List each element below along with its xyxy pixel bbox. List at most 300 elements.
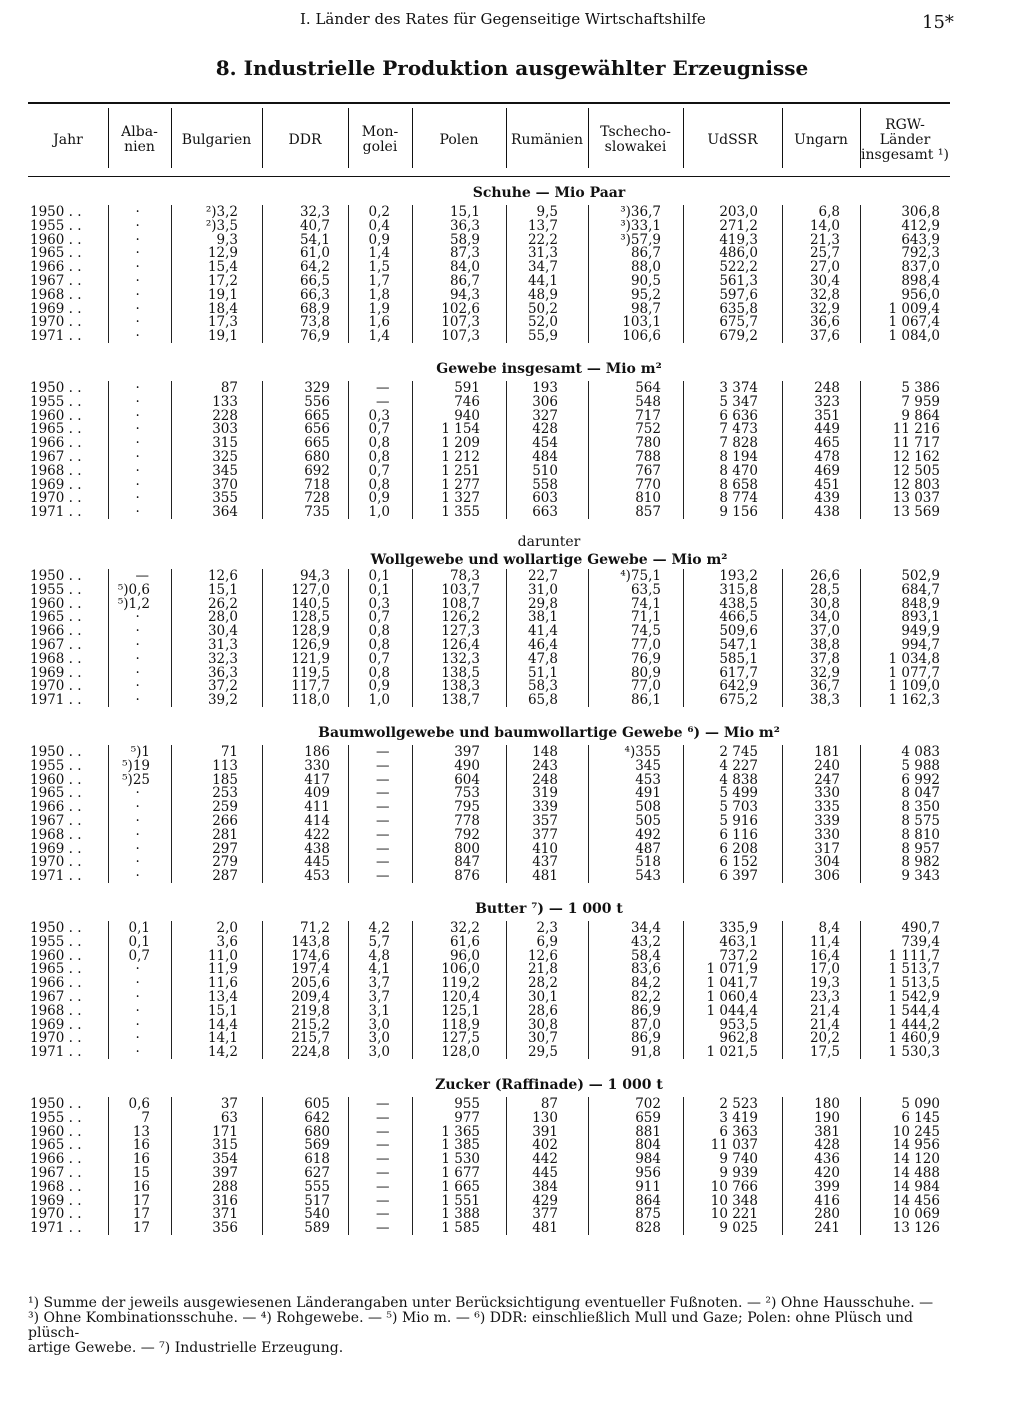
cell-rumaenien: 193 [532,380,558,396]
column-rule [588,1097,589,1235]
table-row [28,1004,950,1018]
cell-udssr: 8 194 [719,448,758,465]
header-ungarn: Ungarn [794,131,848,148]
cell-tschechoslowakei: 86,9 [630,1030,661,1047]
cell-year: 1970 . . [30,854,82,871]
cell-udssr: 6 208 [719,840,758,857]
cell-ungarn: 17,5 [809,1044,840,1061]
cell-rgw-gesamt: 4 083 [901,744,940,760]
table-section [28,357,950,521]
table-row [28,436,950,450]
cell-rumaenien: 377 [532,826,558,843]
cell-rgw-gesamt: 1 067,4 [888,314,940,331]
cell-mongolei: — [376,799,390,816]
cell-rgw-gesamt: 9 864 [901,407,940,424]
cell-tschechoslowakei: 881 [635,1123,661,1140]
table-row [28,935,950,949]
cell-year: 1967 . . [30,636,82,653]
cell-rgw-gesamt: 1 111,7 [888,947,940,964]
cell-tschechoslowakei: 76,9 [630,650,661,667]
column-rule [506,745,507,883]
cell-ungarn: 32,9 [809,300,840,317]
table-row [28,652,950,666]
cell-mongolei: — [376,744,390,760]
cell-tschechoslowakei: 564 [635,380,661,396]
table-row [28,1180,950,1194]
cell-udssr: 547,1 [719,636,758,653]
cell-ddr: 186 [304,744,330,760]
cell-ungarn: 438 [814,504,840,521]
column-rule [262,1097,263,1235]
header-ddr: DDR [288,131,322,148]
footnote-line: ¹) Summe der jeweils ausgewiesenen Länderangaben unter Berücksichtigung eventueller Fußnoten. — ²) Ohne Hausschuhe. — [28,1295,934,1311]
column-rule [108,381,109,519]
cell-tschechoslowakei: 43,2 [630,933,661,950]
cell-albanien: · [135,259,140,276]
cell-udssr: 675,7 [719,314,758,331]
cell-rumaenien: 410 [532,840,558,857]
cell-rumaenien: 31,0 [527,581,558,598]
cell-tschechoslowakei: 95,2 [630,286,661,303]
cell-rgw-gesamt: 14 488 [892,1164,940,1181]
table-row [28,1138,950,1152]
cell-udssr: 737,2 [719,947,758,964]
cell-ddr: 680 [304,448,330,465]
column-rule [412,569,413,707]
cell-mongolei: — [376,1192,390,1209]
cell-ddr: 589 [304,1220,330,1237]
cell-rumaenien: 428 [532,421,558,438]
cell-udssr: 10 766 [710,1178,758,1195]
cell-udssr: 7 473 [719,421,758,438]
cell-mongolei: 0,9 [368,490,390,507]
column-rule [348,569,349,707]
cell-tschechoslowakei: 788 [635,448,661,465]
table-section [28,721,950,885]
cell-mongolei: 1,7 [368,272,390,289]
cell-year: 1965 . . [30,961,82,978]
cell-rumaenien: 21,8 [527,961,558,978]
cell-ddr: 61,0 [299,245,330,262]
cell-udssr: 8 470 [719,462,758,479]
cell-bulgarien: 315 [212,435,238,452]
cell-udssr: 561,3 [719,272,758,289]
cell-udssr: 9 740 [719,1151,758,1168]
cell-albanien: · [135,868,140,885]
cell-ungarn: 436 [814,1151,840,1168]
table-row [28,786,950,800]
header-tschechoslowakei: Tschecho- slowakei [600,124,671,155]
cell-udssr: 8 774 [719,490,758,507]
cell-bulgarien: 259 [212,799,238,816]
cell-ungarn: 14,0 [809,217,840,234]
footnote-line: ³) Ohne Kombinationsschuhe. — ⁴) Rohgewebe. — ⁵) Mio m. — ⁶) DDR: einschließlich Mull und Gaze; Polen: ohne Plüsch und plüsch- [28,1310,914,1341]
cell-tschechoslowakei: ⁴)75,1 [620,568,661,584]
cell-bulgarien: 13,4 [207,988,238,1005]
cell-mongolei: 3,0 [368,1030,390,1047]
cell-mongolei: — [376,380,390,396]
cell-polen: 32,2 [449,920,480,936]
cell-ungarn: 8,4 [818,920,840,936]
table-row [28,1031,950,1045]
cell-year: 1966 . . [30,623,82,640]
header-bulgarien: Bulgarien [181,131,252,148]
cell-rgw-gesamt: 9 343 [901,868,940,885]
cell-udssr: 617,7 [719,664,758,681]
cell-mongolei: 0,1 [368,581,390,598]
cell-rgw-gesamt: 14 984 [892,1178,940,1195]
cell-bulgarien: 345 [212,462,238,479]
cell-year: 1966 . . [30,435,82,452]
cell-bulgarien: 15,4 [207,259,238,276]
cell-ungarn: 6,8 [818,204,840,220]
cell-polen: 78,3 [449,568,480,584]
table-row [28,491,950,505]
section-prefix: darunter [517,534,581,550]
cell-polen: 1 154 [441,421,480,438]
cell-ddr: 422 [304,826,330,843]
cell-albanien: · [135,1030,140,1047]
cell-udssr: 1 021,5 [706,1044,758,1061]
cell-ddr: 453 [304,868,330,885]
table-row [28,395,950,409]
cell-year: 1950 . . [30,744,82,760]
cell-ddr: 555 [304,1178,330,1195]
cell-ungarn: 34,0 [809,609,840,626]
cell-rumaenien: 663 [532,504,558,521]
cell-polen: 490 [454,757,480,774]
table-row [28,976,950,990]
cell-tschechoslowakei: 984 [635,1151,661,1168]
cell-albanien: · [135,988,140,1005]
cell-rumaenien: 28,6 [527,1002,558,1019]
cell-rumaenien: 558 [532,476,558,493]
cell-rumaenien: 603 [532,490,558,507]
cell-rgw-gesamt: 949,9 [901,623,940,640]
cell-tschechoslowakei: 80,9 [630,664,661,681]
cell-rumaenien: 306 [532,393,558,410]
header-column-rule [348,108,349,168]
cell-albanien: · [135,314,140,331]
cell-polen: 106,0 [441,961,480,978]
header-rgw-gesamt: RGW- Länder insgesamt ¹) [861,116,949,163]
cell-year: 1969 . . [30,1016,82,1033]
cell-udssr: 953,5 [719,1016,758,1033]
cell-rumaenien: 339 [532,799,558,816]
footnotes [28,1296,958,1356]
cell-tschechoslowakei: 543 [635,868,661,885]
cell-tschechoslowakei: 88,0 [630,259,661,276]
cell-albanien: · [135,217,140,234]
cell-polen: 120,4 [441,988,480,1005]
cell-ungarn: 181 [814,744,840,760]
cell-udssr: 5 916 [719,812,758,829]
cell-polen: 102,6 [441,300,480,317]
cell-udssr: 9 156 [719,504,758,521]
cell-polen: 84,0 [449,259,480,276]
cell-ungarn: 339 [814,812,840,829]
cell-udssr: 9 939 [719,1164,758,1181]
cell-year: 1955 . . [30,1109,82,1126]
header-column-rule [588,108,589,168]
cell-mongolei: — [376,812,390,829]
cell-polen: 108,7 [441,595,480,612]
cell-ungarn: 247 [814,771,840,788]
cell-polen: 1 665 [441,1178,480,1195]
cell-rumaenien: 30,7 [527,1030,558,1047]
cell-tschechoslowakei: 103,1 [622,314,661,331]
cell-mongolei: — [376,757,390,774]
cell-mongolei: — [376,785,390,802]
column-rule [683,381,684,519]
cell-ddr: 692 [304,462,330,479]
cell-ungarn: 27,0 [809,259,840,276]
cell-ungarn: 180 [814,1096,840,1112]
section-rows [28,745,950,885]
cell-mongolei: — [376,1151,390,1168]
cell-ddr: 605 [304,1096,330,1112]
table-row [28,260,950,274]
cell-mongolei: 0,1 [368,568,390,584]
cell-year: 1955 . . [30,393,82,410]
cell-tschechoslowakei: 518 [635,854,661,871]
table-row [28,583,950,597]
cell-albanien: · [135,636,140,653]
cell-tschechoslowakei: ³)33,1 [620,217,661,234]
cell-bulgarien: 2,0 [216,920,238,936]
column-rule [412,745,413,883]
cell-albanien: 7 [141,1109,150,1126]
cell-mongolei: 0,2 [368,204,390,220]
table-row [28,302,950,316]
cell-udssr: 11 037 [710,1137,758,1154]
column-rule [683,745,684,883]
cell-tschechoslowakei: 74,1 [630,595,661,612]
cell-rumaenien: 31,3 [527,245,558,262]
cell-polen: 1 530 [441,1151,480,1168]
cell-bulgarien: 30,4 [207,623,238,640]
cell-polen: 58,9 [449,231,480,248]
section-rows [28,205,950,345]
column-rule [683,1097,684,1235]
cell-year: 1969 . . [30,664,82,681]
cell-ungarn: 30,8 [809,595,840,612]
column-rule [108,569,109,707]
column-rule [171,381,172,519]
cell-bulgarien: 17,3 [207,314,238,331]
cell-ddr: 117,7 [291,678,330,695]
cell-bulgarien: 364 [212,504,238,521]
cell-tschechoslowakei: 857 [635,504,661,521]
cell-year: 1971 . . [30,1044,82,1061]
cell-albanien: · [135,840,140,857]
cell-albanien: · [135,692,140,709]
header-polen: Polen [439,131,479,148]
cell-rgw-gesamt: 956,0 [901,286,940,303]
cell-mongolei: 0,3 [368,407,390,424]
cell-year: 1960 . . [30,771,82,788]
column-rule [506,205,507,343]
cell-albanien: · [135,678,140,695]
table-row [28,219,950,233]
cell-ddr: 438 [304,840,330,857]
cell-year: 1966 . . [30,1151,82,1168]
cell-albanien: 15 [132,1164,150,1181]
cell-rgw-gesamt: 8 047 [901,785,940,802]
section-title: Baumwollgewebe und baumwollartige Gewebe ⁶) — Mio m² [318,725,780,741]
cell-mongolei: 0,9 [368,231,390,248]
cell-bulgarien: 14,4 [207,1016,238,1033]
header-column-rule [412,108,413,168]
cell-polen: 1 385 [441,1137,480,1154]
cell-tschechoslowakei: 911 [635,1178,661,1195]
cell-rumaenien: 6,9 [536,933,558,950]
column-rule [262,569,263,707]
cell-year: 1969 . . [30,1192,82,1209]
cell-ungarn: 23,3 [809,988,840,1005]
cell-bulgarien: 37 [220,1096,238,1112]
cell-ddr: 94,3 [299,568,330,584]
cell-albanien: 0,6 [128,1096,150,1112]
cell-udssr: 585,1 [719,650,758,667]
cell-year: 1968 . . [30,462,82,479]
cell-ungarn: 280 [814,1206,840,1223]
cell-bulgarien: 12,6 [207,568,238,584]
cell-tschechoslowakei: 71,1 [630,609,661,626]
cell-ddr: 411 [304,799,330,816]
cell-bulgarien: 37,2 [207,678,238,695]
cell-bulgarien: 12,9 [207,245,238,262]
cell-udssr: 7 828 [719,435,758,452]
cell-ddr: 118,0 [291,692,330,709]
header-column-rule [782,108,783,168]
cell-year: 1950 . . [30,204,82,220]
cell-bulgarien: 14,1 [207,1030,238,1047]
cell-albanien: ⁵)1,2 [117,595,150,612]
cell-rumaenien: 52,0 [527,314,558,331]
section-title: Wollgewebe und wollartige Gewebe — Mio m² [370,552,728,568]
cell-ungarn: 469 [814,462,840,479]
table-row [28,1111,950,1125]
cell-rgw-gesamt: 848,9 [901,595,940,612]
cell-polen: 1 551 [441,1192,480,1209]
cell-tschechoslowakei: 752 [635,421,661,438]
cell-year: 1968 . . [30,1178,82,1195]
cell-albanien: · [135,204,140,220]
cell-polen: 795 [454,799,480,816]
cell-tschechoslowakei: 956 [635,1164,661,1181]
cell-udssr: 6 636 [719,407,758,424]
cell-polen: 1 212 [441,448,480,465]
cell-mongolei: 0,7 [368,462,390,479]
column-rule [348,921,349,1059]
cell-ungarn: 25,7 [809,245,840,262]
cell-tschechoslowakei: 98,7 [630,300,661,317]
cell-polen: 126,2 [441,609,480,626]
cell-albanien: 17 [132,1206,150,1223]
cell-bulgarien: 26,2 [207,595,238,612]
cell-bulgarien: 281 [212,826,238,843]
running-title: I. Länder des Rates für Gegenseitige Wirtschaftshilfe [300,10,706,28]
cell-udssr: 8 658 [719,476,758,493]
cell-albanien: · [135,650,140,667]
cell-udssr: 597,6 [719,286,758,303]
cell-ddr: 556 [304,393,330,410]
cell-mongolei: 1,0 [368,692,390,709]
cell-rumaenien: 130 [532,1109,558,1126]
column-rule [860,569,861,707]
cell-tschechoslowakei: 77,0 [630,678,661,695]
table-row [28,315,950,329]
header-udssr: UdSSR [707,131,758,148]
cell-udssr: 203,0 [719,204,758,220]
cell-rgw-gesamt: 10 069 [892,1206,940,1223]
column-rule [262,921,263,1059]
cell-ddr: 215,2 [291,1016,330,1033]
column-rule [262,381,263,519]
column-rule [412,205,413,343]
cell-mongolei: 1,0 [368,504,390,521]
column-rule [171,921,172,1059]
cell-rgw-gesamt: 8 810 [901,826,940,843]
cell-mongolei: 0,7 [368,609,390,626]
cell-ungarn: 304 [814,854,840,871]
cell-rumaenien: 429 [532,1192,558,1209]
cell-ungarn: 36,6 [809,314,840,331]
cell-bulgarien: 228 [212,407,238,424]
cell-tschechoslowakei: 90,5 [630,272,661,289]
cell-udssr: 2 523 [719,1096,758,1112]
cell-ungarn: 465 [814,435,840,452]
cell-tschechoslowakei: ³)57,9 [620,231,661,248]
table-row [28,422,950,436]
cell-tschechoslowakei: 717 [635,407,661,424]
cell-ungarn: 323 [814,393,840,410]
cell-udssr: 335,9 [719,920,758,936]
cell-albanien: · [135,826,140,843]
cell-udssr: 1 044,4 [706,1002,758,1019]
cell-albanien: · [135,961,140,978]
cell-ungarn: 478 [814,448,840,465]
cell-year: 1960 . . [30,407,82,424]
cell-polen: 127,3 [441,623,480,640]
cell-bulgarien: 17,2 [207,272,238,289]
cell-year: 1950 . . [30,568,82,584]
cell-udssr: 9 025 [719,1220,758,1237]
cell-mongolei: 3,0 [368,1016,390,1033]
cell-year: 1950 . . [30,920,82,936]
cell-rumaenien: 38,1 [527,609,558,626]
cell-rumaenien: 87 [540,1096,558,1112]
section-title: Gewebe insgesamt — Mio m² [436,361,662,377]
cell-year: 1969 . . [30,476,82,493]
cell-rgw-gesamt: 8 957 [901,840,940,857]
cell-ungarn: 20,2 [809,1030,840,1047]
cell-year: 1970 . . [30,1206,82,1223]
cell-rgw-gesamt: 8 350 [901,799,940,816]
cell-year: 1967 . . [30,448,82,465]
cell-polen: 792 [454,826,480,843]
column-rule [782,205,783,343]
cell-year: 1965 . . [30,785,82,802]
cell-year: 1971 . . [30,504,82,521]
cell-rumaenien: 248 [532,771,558,788]
cell-albanien: · [135,664,140,681]
cell-udssr: 1 041,7 [706,975,758,992]
header-mongolei: Mon- golei [361,124,399,155]
cell-rumaenien: 22,2 [527,231,558,248]
cell-rumaenien: 29,5 [527,1044,558,1061]
